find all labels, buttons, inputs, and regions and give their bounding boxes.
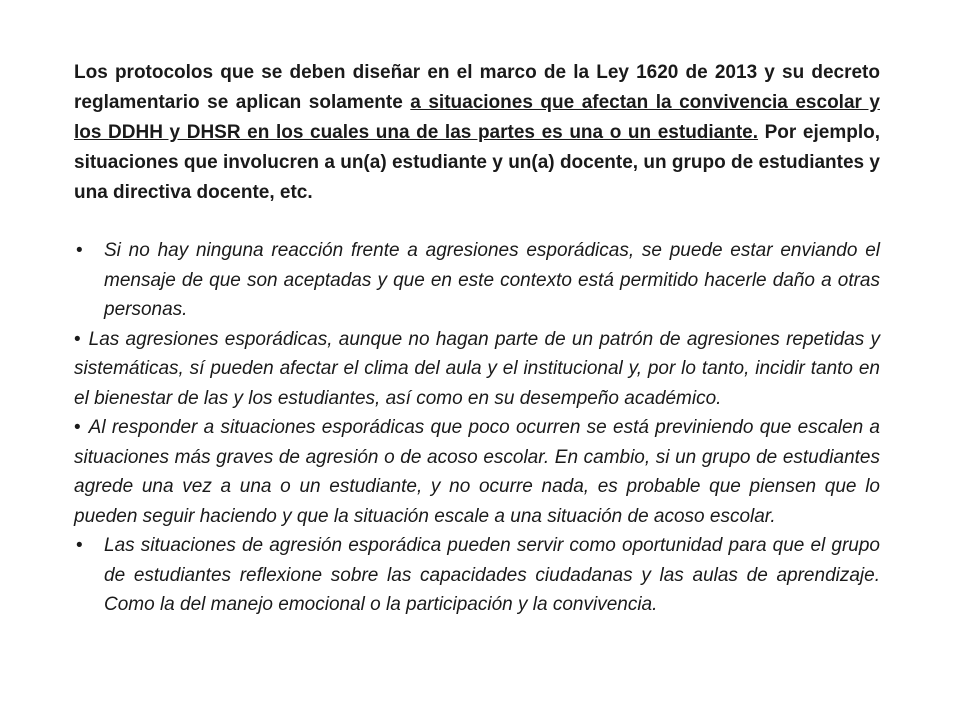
bullet-dot-icon: •: [74, 328, 81, 350]
bullet-item-2: [74, 325, 880, 414]
bullet-text-1: Si no hay ninguna reacción frente a agresiones esporádicas, se puede estar enviando el mensaje de que son aceptadas y que en este contexto está permitido hacerle daño a otras personas.: [104, 240, 880, 320]
bullet-text-2: Las agresiones esporádicas, aunque no hagan parte de un patrón de agresiones repetidas y sistemáticas, sí pueden afectar el clima del aula y el institucional y, por lo tanto, incidir tanto en el bienestar de las y los estudiantes, así como en su desempeño académico.: [74, 328, 880, 409]
bullet-dot-icon: •: [74, 417, 81, 438]
intro-underlined-text: a situaciones que afectan la convivencia escolar y los DDHH y DHSR en los cuales una de las partes es una o un estudiante.: [74, 92, 880, 143]
bullet-text-4: Las situaciones de agresión esporádica pueden servir como oportunidad para que el grupo de estudiantes reflexione sobre las capacidades ciudadanas y las aulas de aprendizaje. Como la del manejo emocional o la participación y la convivencia.: [104, 535, 880, 615]
bullet-dot-icon: •: [76, 535, 83, 556]
bullet-list: [74, 236, 880, 620]
intro-text-part2: Por ejemplo, situaciones que involucren a un(a) estudiante y un(a) docente, un grupo de estudiantes y una directiva docente, etc.: [74, 122, 880, 203]
bullet-item-4: [74, 531, 880, 620]
bullet-text-3: Al responder a situaciones esporádicas que poco ocurren se está previniendo que escalen a situaciones más graves de agresión o de acoso escolar. En cambio, si un grupo de estudiantes agrede una vez a una o un estudiante, y no ocurre nada, es probable que piensen que lo pueden seguir haciendo y que la situación escale a una situación de acoso escolar.: [74, 417, 880, 527]
bullet-dot-icon: •: [76, 240, 83, 261]
slide-content: [74, 58, 880, 620]
bullet-item-1: [74, 236, 880, 325]
bullet-item-3: [74, 413, 880, 531]
intro-paragraph: [74, 58, 880, 208]
intro-text-part1: Los protocolos que se deben diseñar en el marco de la Ley 1620 de 2013 y su decreto reglamentario se aplican solamente: [74, 62, 880, 113]
